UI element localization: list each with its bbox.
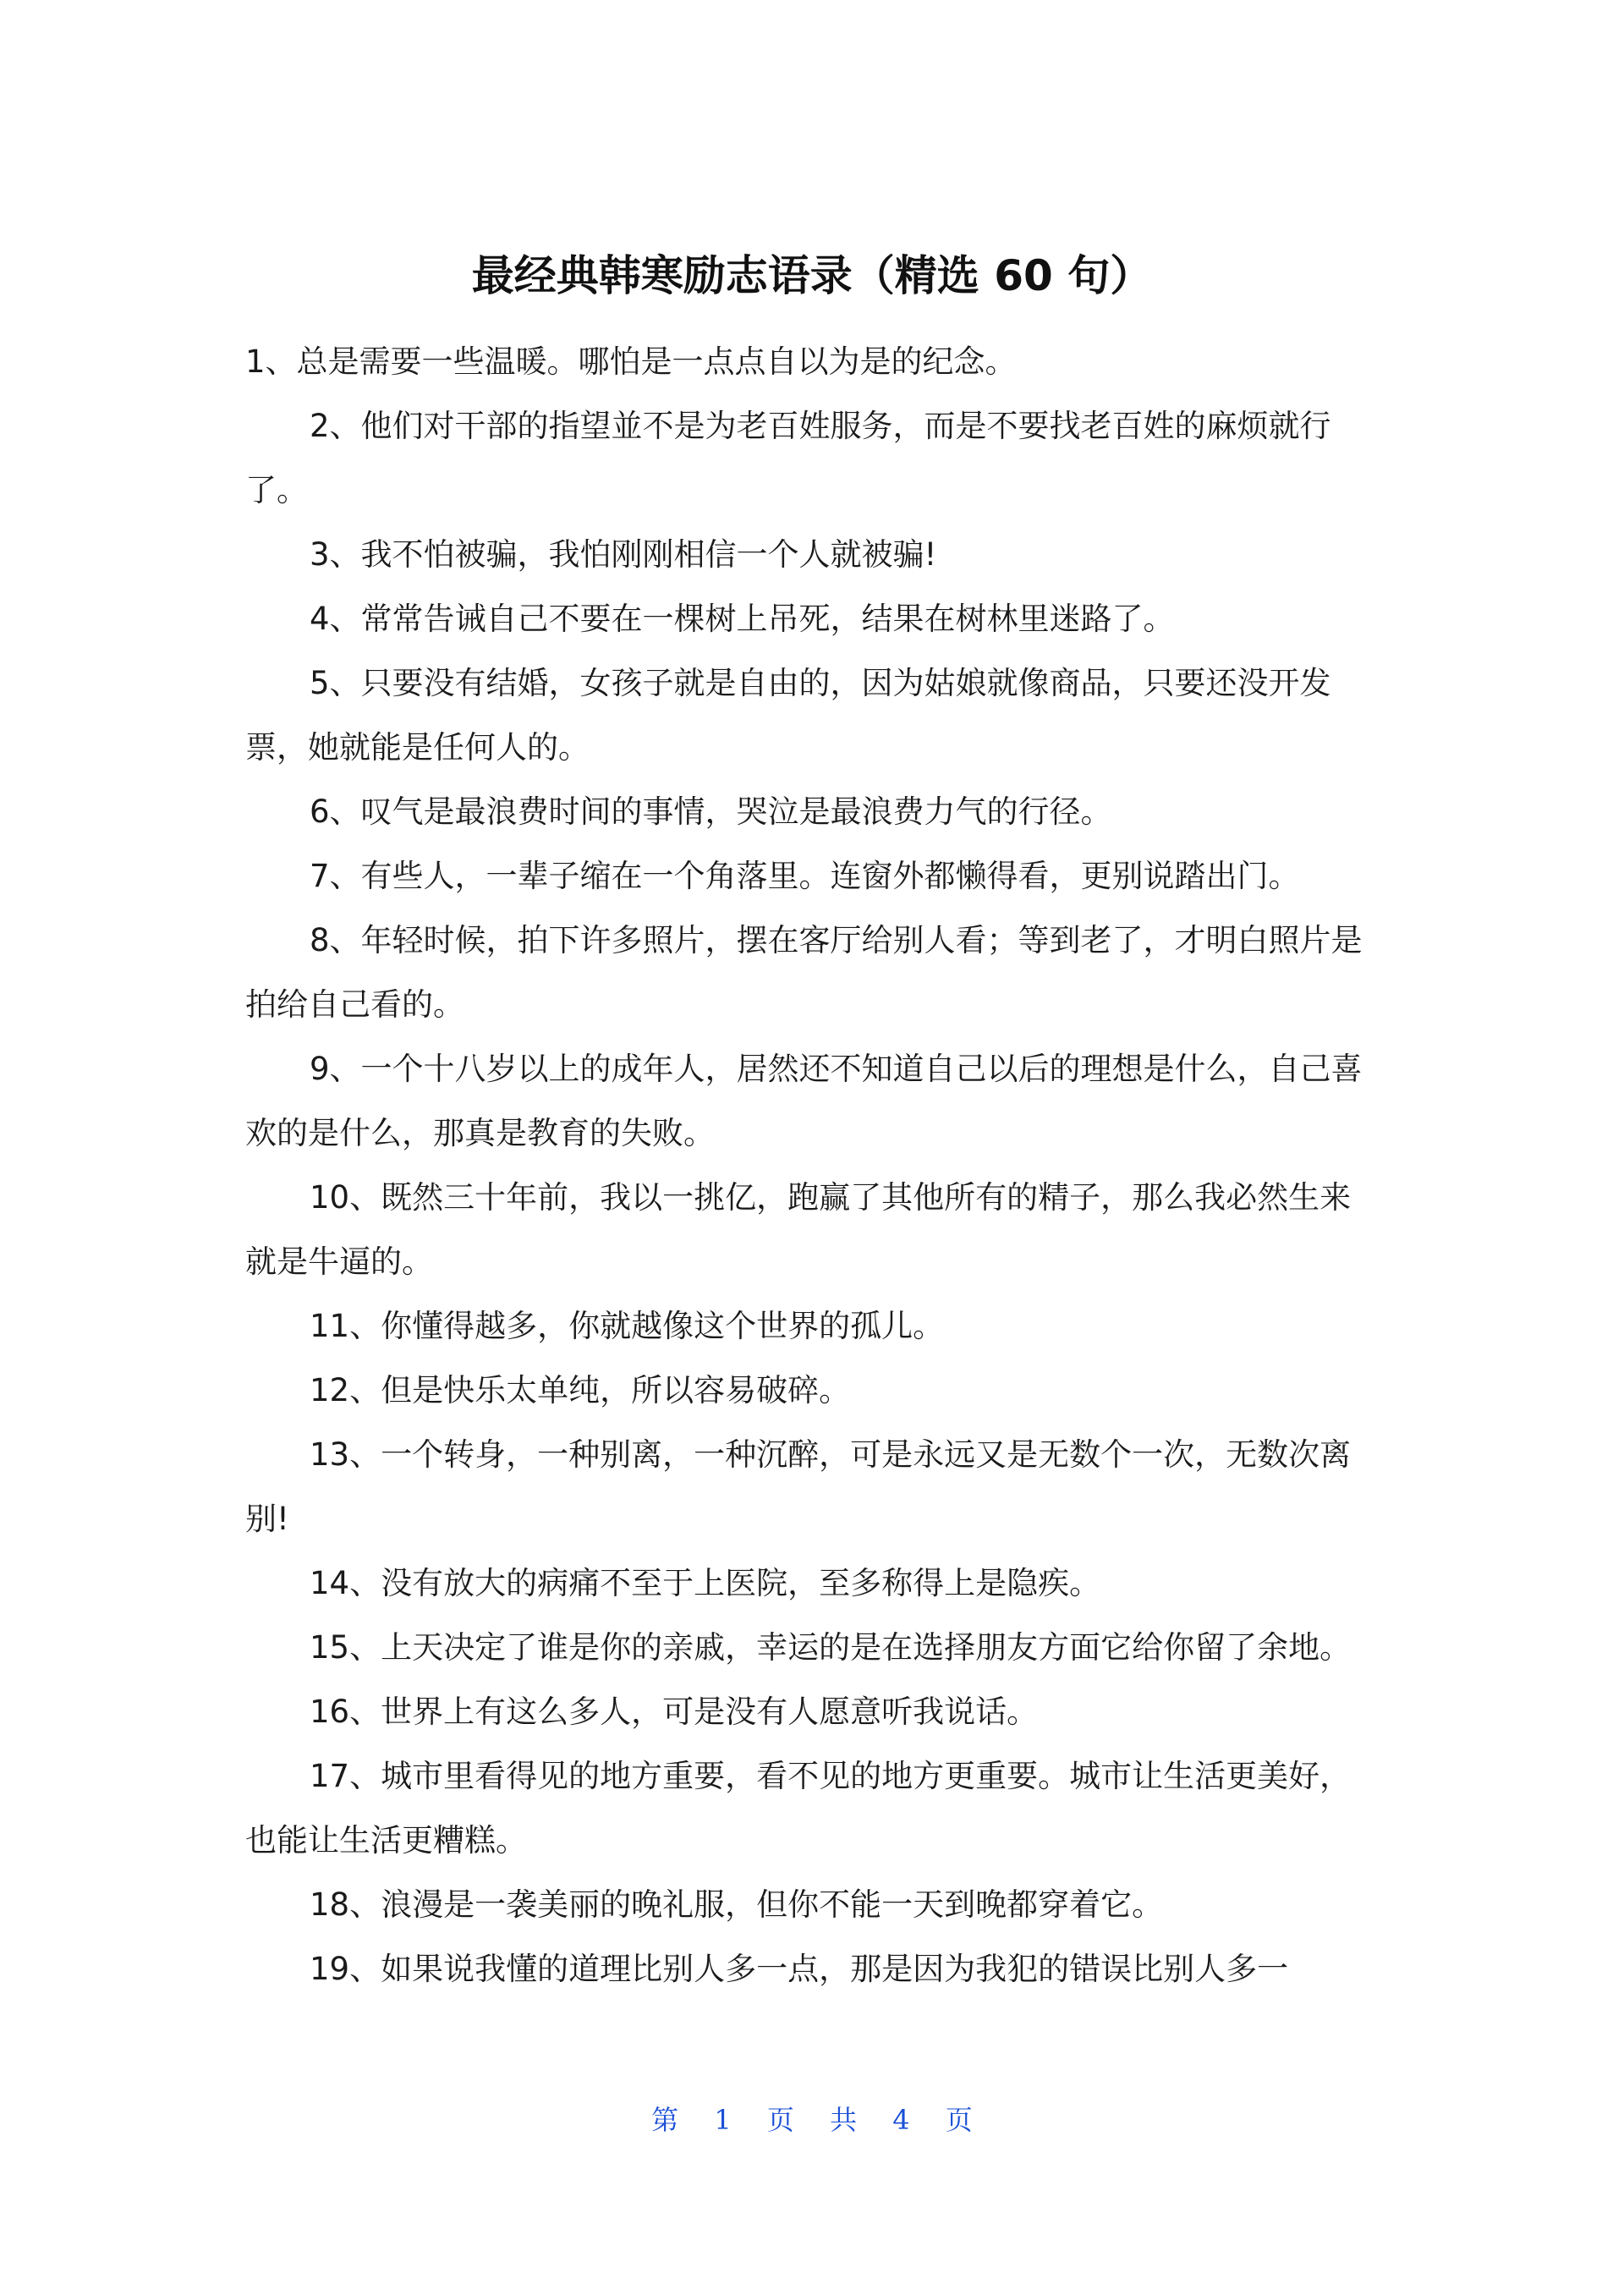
quote-paragraph: 19、如果说我懂的道理比别人多一点，那是因为我犯的错误比别人多一 xyxy=(310,1951,1289,1987)
quote-paragraph: 18、浪漫是一袭美丽的晚礼服，但你不能一天到晚都穿着它。 xyxy=(310,1886,1164,1923)
quote-paragraph: 5、只要没有结婚，女孩子就是自由的，因为姑娘就像商品，只要还没开发票，她就能是任何人的。 xyxy=(245,665,1331,766)
footer-gong: 共 xyxy=(830,2104,858,2136)
document-body xyxy=(245,330,1379,2001)
quote-paragraph: 9、一个十八岁以上的成年人，居然还不知道自己以后的理想是什么，自己喜欢的是什么，那真是教育的失败。 xyxy=(245,1051,1363,1151)
footer-ye: 页 xyxy=(766,2104,794,2136)
footer-total-pages: 4 xyxy=(892,2104,910,2136)
quote-paragraph: 15、上天决定了谁是你的亲戚，幸运的是在选择朋友方面它给你留了余地。 xyxy=(310,1629,1352,1666)
quote-paragraph: 3、我不怕被骗，我怕刚刚相信一个人就被骗! xyxy=(310,536,937,573)
quote-paragraph: 17、城市里看得见的地方重要，看不见的地方更重要。城市让生活更美好，也能让生活更糟糕。 xyxy=(245,1758,1352,1859)
quote-paragraph: 16、世界上有这么多人，可是没有人愿意听我说话。 xyxy=(310,1694,1039,1730)
quote-paragraph: 13、一个转身，一种别离，一种沉醉，可是永远又是无数个一次，无数次离别! xyxy=(245,1436,1352,1537)
footer-ye2: 页 xyxy=(945,2104,973,2136)
quote-paragraph: 12、但是快乐太单纯，所以容易破碎。 xyxy=(310,1372,851,1408)
page-footer xyxy=(0,2103,1624,2137)
quote-paragraph: 2、他们对干部的指望並不是为老百姓服务，而是不要找老百姓的麻烦就行了。 xyxy=(245,408,1331,508)
quote-paragraph: 6、叹气是最浪费时间的事情，哭泣是最浪费力气的行径。 xyxy=(310,793,1112,830)
quote-paragraph: 7、有些人，一辈子缩在一个角落里。连窗外都懒得看，更别说踏出门。 xyxy=(310,858,1300,894)
quote-paragraph: 8、年轻时候，拍下许多照片，摆在客厅给别人看；等到老了，才明白照片是拍给自己看的。 xyxy=(245,922,1363,1023)
quote-paragraph: 4、常常告诫自己不要在一棵树上吊死，结果在树林里迷路了。 xyxy=(310,601,1175,637)
quote-paragraph: 11、你懂得越多，你就越像这个世界的孤儿。 xyxy=(310,1308,945,1344)
quote-paragraph: 1、总是需要一些温暖。哪怕是一点点自以为是的纪念。 xyxy=(245,343,1017,380)
quote-paragraph: 10、既然三十年前，我以一挑亿，跑赢了其他所有的精子，那么我必然生来就是牛逼的。 xyxy=(245,1179,1352,1280)
footer-current-page: 1 xyxy=(714,2104,732,2136)
document-title: 最经典韩寒励志语录（精选 60 句） xyxy=(471,251,1153,300)
footer-di: 第 xyxy=(651,2104,679,2136)
quote-paragraph: 14、没有放大的病痛不至于上医院，至多称得上是隐疾。 xyxy=(310,1565,1101,1601)
